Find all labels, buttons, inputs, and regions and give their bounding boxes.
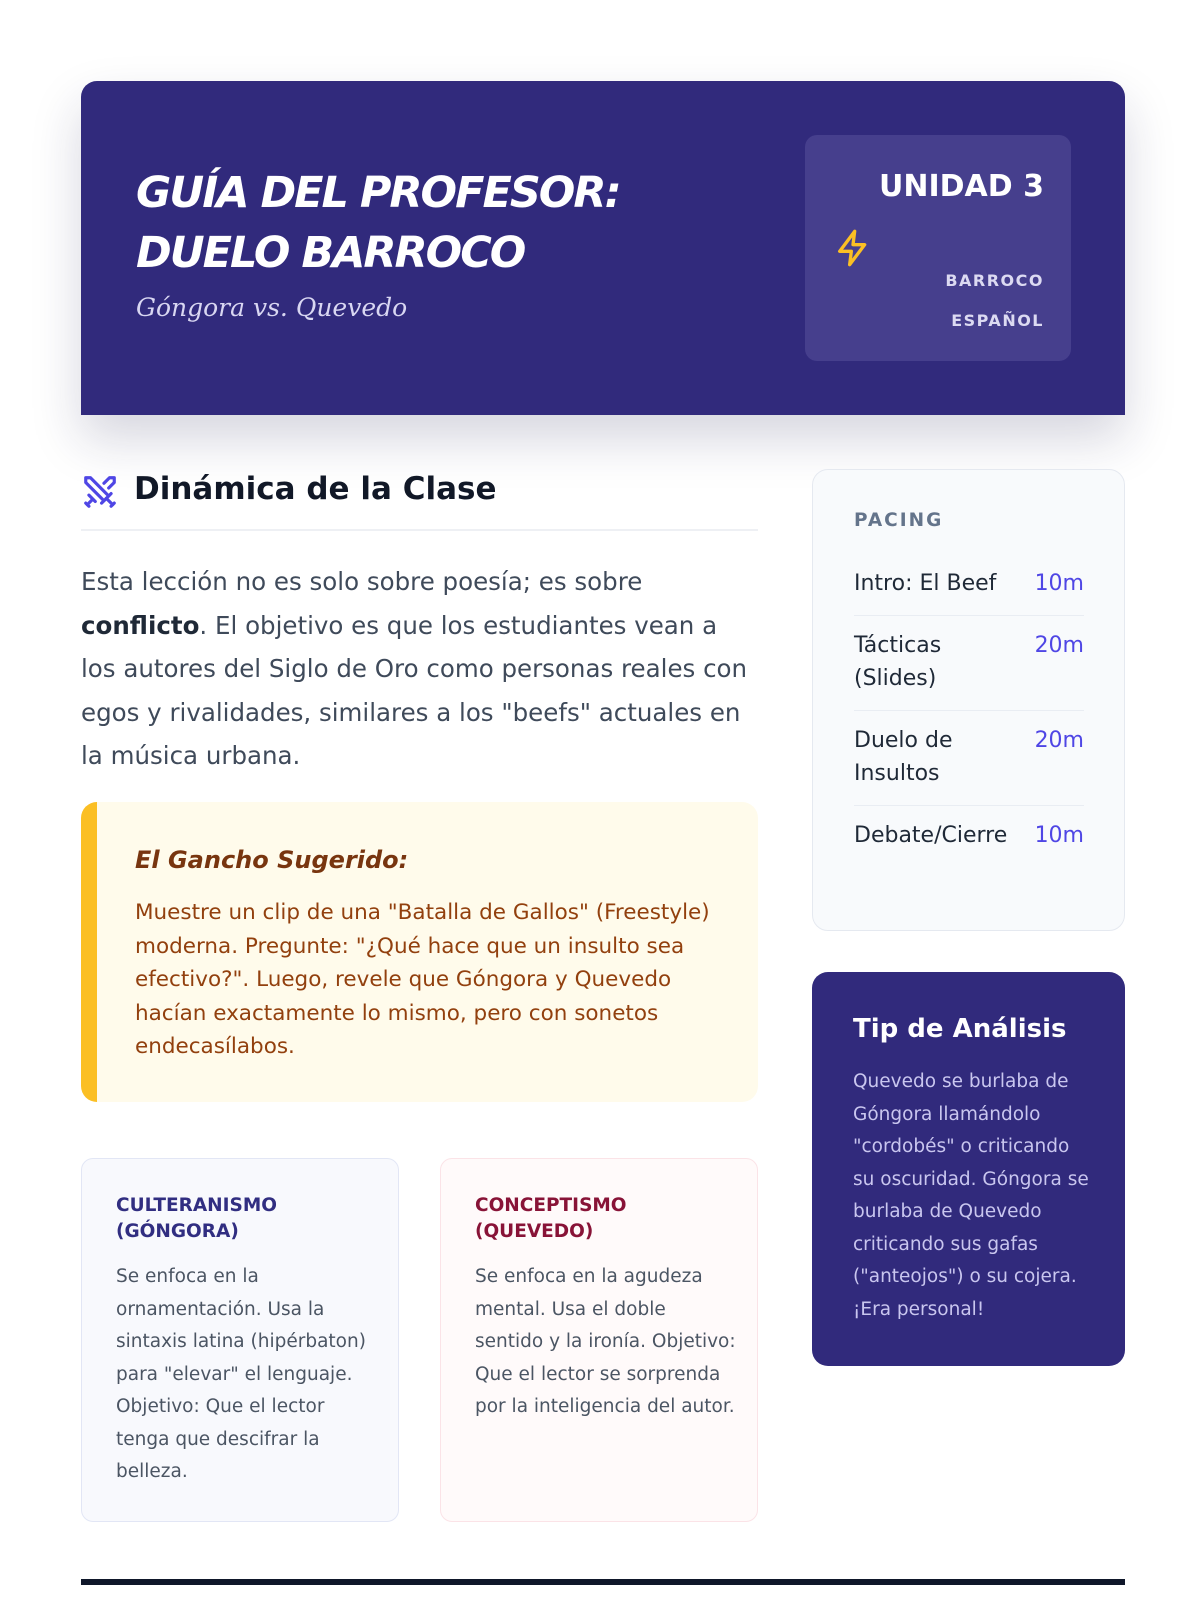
section-header (81, 469, 758, 531)
pacing-item-label: Intro: El Beef (854, 571, 997, 596)
tip-text: Quevedo se burlaba de Góngora llamándolo "cordobés" o criticando su oscuridad. Góngora se burlaba de Quevedo criticando sus gafas ("anteojos") o su cojera. ¡Era personal! (853, 1071, 1089, 1320)
card-text: Se enfoca en la agudeza mental. Usa el doble sentido y la ironía. Objetivo: Que el lector se sorprenda por la inteligencia del autor. (475, 1266, 736, 1417)
pacing-item-time: 10m (1034, 571, 1084, 596)
intro-text-before: Esta lección no es solo sobre poesía; es sobre (81, 567, 643, 596)
analysis-tip-panel (812, 972, 1125, 1366)
pacing-title: PACING (854, 510, 944, 531)
pacing-list (854, 554, 1084, 867)
section-title: Dinámica de la Clase (134, 471, 497, 507)
intro-paragraph (81, 560, 758, 778)
footer-divider (81, 1579, 1125, 1585)
guide-header (81, 81, 1125, 415)
pacing-item-time: 10m (1034, 823, 1084, 848)
pacing-item-label: Debate/Cierre (854, 823, 1008, 848)
tip-title: Tip de Análisis (853, 1014, 1067, 1044)
conceptismo-card (440, 1158, 758, 1522)
intro-text-after: . El objetivo es que los estudiantes vean a los autores del Siglo de Oro como personas reales con egos y rivalidades, similares a los "beefs" actuales en la música urbana. (81, 610, 748, 770)
hook-title: El Gancho Sugerido: (135, 846, 409, 874)
card-title: CONCEPTISMO (QUEVEDO) (475, 1195, 627, 1242)
pacing-item (854, 616, 1084, 711)
unit-number: UNIDAD 3 (879, 169, 1044, 204)
lightning-bolt-icon (833, 227, 873, 269)
pacing-item-time: 20m (1034, 633, 1084, 658)
intro-emphasis: conflicto (81, 610, 200, 640)
pacing-panel (812, 469, 1125, 931)
card-text: Se enfoca en la ornamentación. Usa la sintaxis latina (hipérbaton) para "elevar" el lenguaje. Objetivo: Que el lector tenga que descifrar la belleza. (116, 1266, 366, 1482)
pacing-item (854, 806, 1084, 867)
page-subtitle: Góngora vs. Quevedo (136, 293, 408, 322)
pacing-item-label: Tácticas (Slides) (854, 633, 942, 691)
unit-topic: BARROCO ESPAÑOL (945, 271, 1044, 330)
page-title: GUÍA DEL PROFESOR: DUELO BARROCO (136, 168, 620, 278)
hook-text: Muestre un clip de una "Batalla de Gallos" (Freestyle) moderna. Pregunte: "¿Qué hace que un insulto sea efectivo?". Luego, revele que Góngora y Quevedo hacían exactamente lo mismo, pero con sonetos endecasílabos. (135, 900, 710, 1059)
pacing-item-time: 20m (1034, 728, 1084, 753)
pacing-item (854, 554, 1084, 616)
unit-badge (805, 135, 1071, 361)
suggested-hook-callout (81, 802, 758, 1102)
pacing-item-label: Duelo de Insultos (854, 728, 953, 786)
crossed-swords-icon (81, 473, 119, 511)
card-title: CULTERANISMO (GÓNGORA) (116, 1195, 277, 1242)
pacing-item (854, 711, 1084, 806)
culteranismo-card (81, 1158, 399, 1522)
